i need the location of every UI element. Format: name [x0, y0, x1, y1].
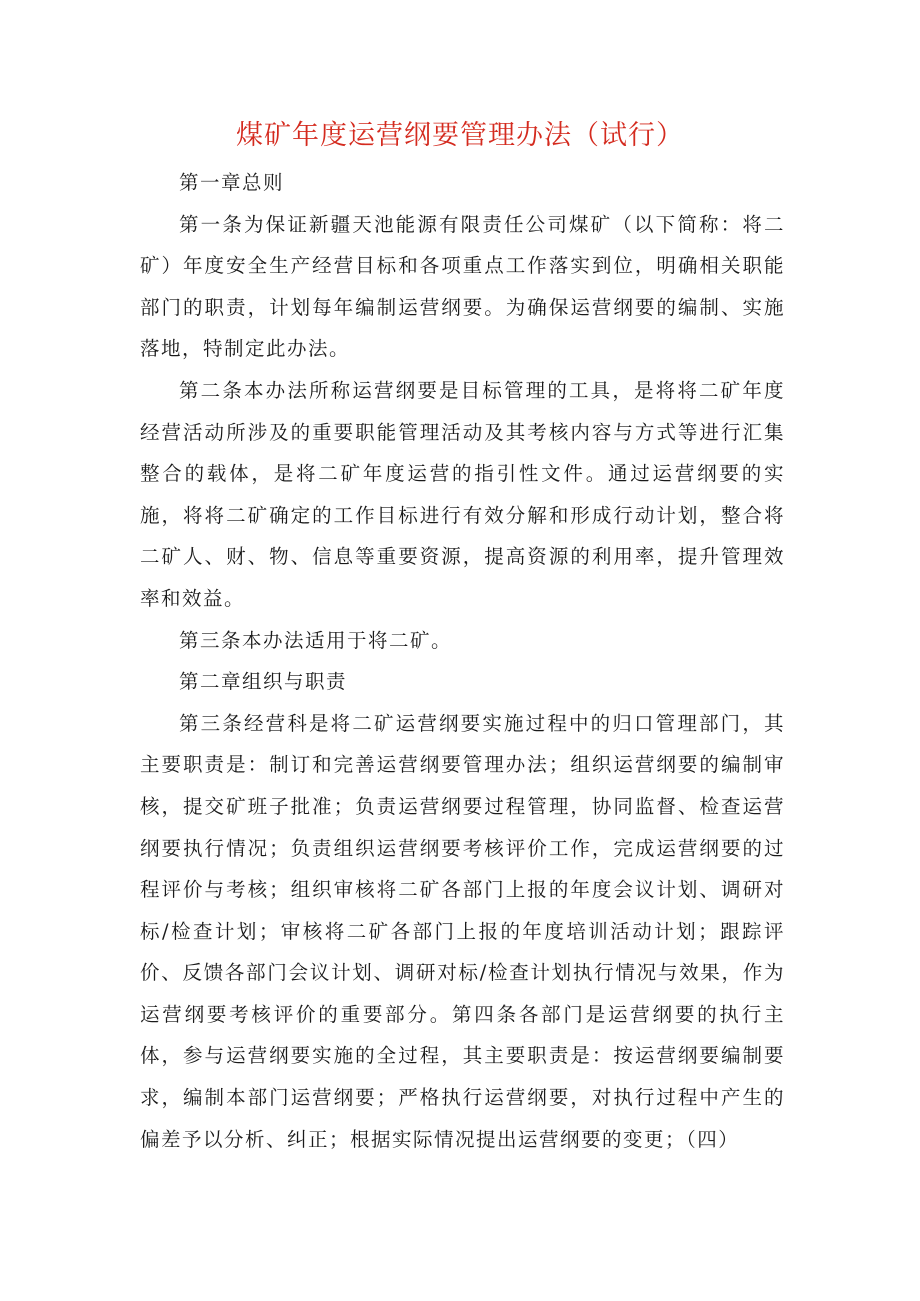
- article-paragraph: 第三条经营科是将二矿运营纲要实施过程中的归口管理部门，其主要职责是：制订和完善运营纲要管理办法；组织运营纲要的编制审核，提交矿班子批准；负责运营纲要过程管理，协同监督、检查运营纲要执行情况；负责组织运营纲要考核评价工作，完成运营纲要的过程评价与考核；组织审核将二矿各部门上报的年度会议计划、调研对标/检查计划；审核将二矿各部门上报的年度培训活动计划；跟踪评价、反馈各部门会议计划、调研对标/检查计划执行情况与效果，作为运营纲要考核评价的重要部分。第四条各部门是运营纲要的执行主体，参与运营纲要实施的全过程，其主要职责是：按运营纲要编制要求，编制本部门运营纲要；严格执行运营纲要，对执行过程中产生的偏差予以分析、纠正；根据实际情况提出运营纲要的变更；（四）: [140, 711, 785, 1151]
- article-paragraph: 第二条本办法所称运营纲要是目标管理的工具，是将将二矿年度经营活动所涉及的重要职能管理活动及其考核内容与方式等进行汇集整合的载体，是将二矿年度运营的指引性文件。通过运营纲要的实施，将将二矿确定的工作目标进行有效分解和形成行动计划，整合将二矿人、财、物、信息等重要资源，提高资源的利用率，提升管理效率和效益。: [140, 378, 785, 610]
- article-paragraph: 第三条本办法适用于将二矿。: [179, 628, 453, 652]
- chapter-heading-organization: 第二章组织与职责: [179, 670, 348, 694]
- chapter-heading-general: 第一章总则: [179, 171, 285, 194]
- article-paragraph: 第一条为保证新疆天池能源有限责任公司煤矿（以下简称：将二矿）年度安全生产经营目标和各项重点工作落实到位，明确相关职能部门的职责，计划每年编制运营纲要。为确保运营纲要的编制、实施落地，特制定此办法。: [140, 212, 785, 361]
- document-title: 煤矿年度运营纲要管理办法（试行）: [236, 120, 684, 151]
- document-body: [140, 162, 785, 1160]
